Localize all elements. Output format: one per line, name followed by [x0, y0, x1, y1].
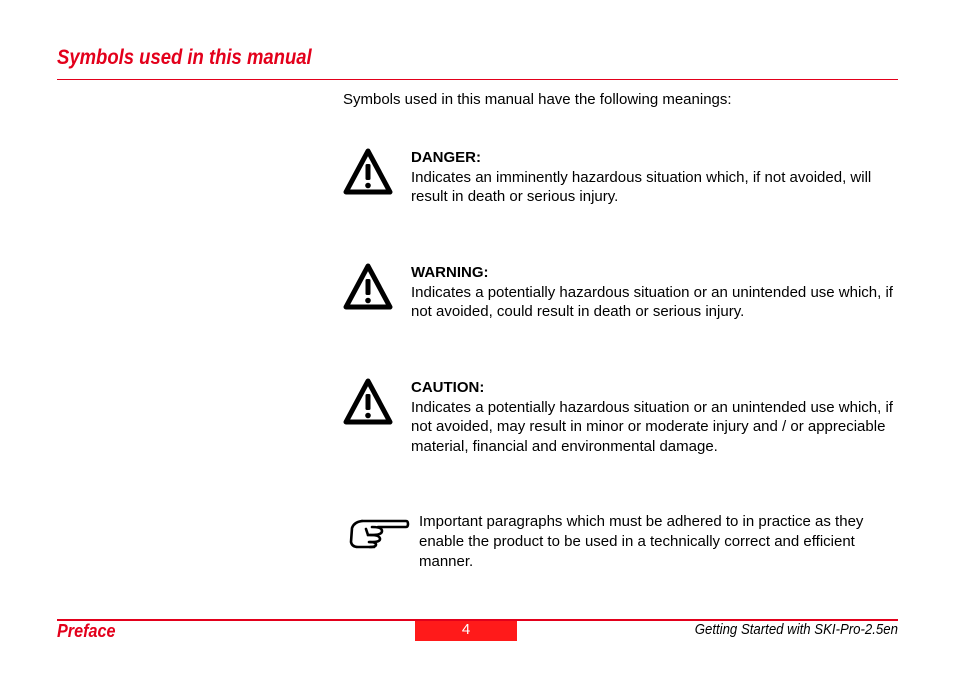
pointing-hand-icon: [348, 516, 410, 550]
warning-triangle-icon: [343, 148, 393, 198]
footer-document-title: Getting Started with SKI-Pro-2.5en: [694, 621, 898, 638]
warning-triangle-icon: [343, 263, 393, 313]
caution-heading: CAUTION:: [411, 379, 485, 396]
page-title: Symbols used in this manual: [57, 46, 312, 69]
caution-description: Indicates a potentially hazardous situation or an unintended use which, if not avoided, may result in minor or moderate injury and / or appreciable material, financial and environmental damage.: [411, 398, 893, 455]
danger-heading: DANGER:: [411, 149, 481, 166]
warning-description: Indicates a potentially hazardous situation or an unintended use which, if not avoided, could result in death or serious injury.: [411, 283, 893, 320]
warning-triangle-icon: [343, 378, 393, 428]
header-divider: [57, 79, 898, 80]
warning-heading: WARNING:: [411, 264, 489, 281]
intro-text: Symbols used in this manual have the following meanings:: [343, 91, 732, 108]
page-number: 4: [415, 621, 517, 641]
note-description: Important paragraphs which must be adhered to in practice as they enable the product to be used in a technically correct and efficient manner.: [419, 513, 864, 570]
footer-section-title: Preface: [57, 621, 116, 641]
danger-description: Indicates an imminently hazardous situation which, if not avoided, will result in death or serious injury.: [411, 168, 872, 205]
